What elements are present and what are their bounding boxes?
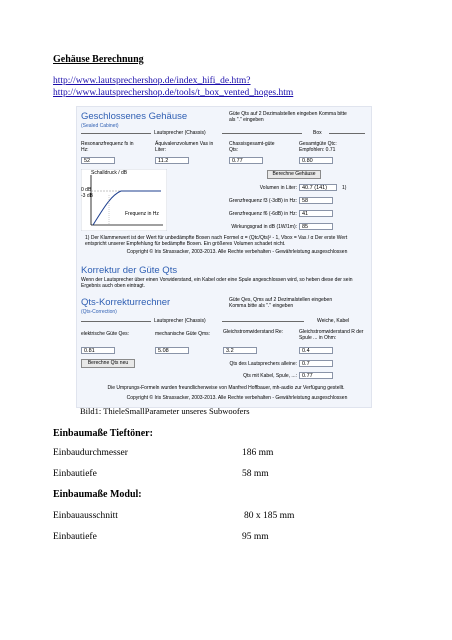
r-input[interactable]: 0.4 [299, 347, 333, 354]
document-title: Gehäuse Berechnung [53, 54, 144, 65]
re-input[interactable]: 3.2 [223, 347, 257, 354]
qts-speaker-rule-right [222, 321, 304, 322]
tweeter-row-value: 58 mm [242, 469, 269, 479]
closed-box-subtitle: (Sealed Cabinet) [81, 123, 119, 129]
frequency-response-graph [81, 169, 167, 231]
qts-alone-label: Qts des Lautsprechers alleine: [229, 361, 297, 367]
qms-input[interactable]: 5.08 [155, 347, 189, 354]
volume-label: Volumen in Liter: [259, 185, 297, 191]
efficiency-label: Wirkungsgrad in dB (1W/1m): [231, 224, 297, 230]
f6-label: Grenzfrequenz f6 (-6dB) in Hz: [228, 211, 297, 217]
source-link[interactable]: http://www.lautsprechershop.de/index_hifi_de.htm?http://www.lautsprechershop.de/tools/t_box_vented_hoges.htm [53, 76, 294, 98]
qms-label: mechanische Güte Qms: [155, 331, 211, 337]
module-row-value: 95 mm [242, 532, 269, 542]
f3-label: Grenzfrequenz f3 (-3dB) in Hz: [228, 198, 297, 204]
f6-output: 41 [299, 210, 333, 217]
closed-box-note: Güte Qts auf 2 Dezimalstellen eingeben Komma bitte als "." eingeben [229, 111, 347, 123]
qts-cable-label: Qts mit Kabel, Spule, ...: [243, 373, 297, 379]
graph-xlabel: Frequenz in Hz [125, 211, 159, 217]
tweeter-row-label: Einbautiefe [53, 469, 97, 479]
graph-0db-label: 0 dB [81, 187, 92, 193]
qts-calc-note: Güte Qes, Qms auf 2 Dezimalstellen eingeben Komma bitte als "." eingeben [229, 297, 333, 309]
vas-input[interactable]: 11.2 [155, 157, 189, 164]
qts-label: Chassisgesamt-güte Qts: [229, 141, 275, 153]
r-label: Gleichstromwiderstand R der Spule ... in Ohm: [299, 329, 364, 341]
fs-label: Resonanzfrequenz fs in Hz: [81, 141, 134, 153]
module-row-value: 80 x 185 mm [244, 511, 295, 521]
module-row-label: Einbautiefe [53, 532, 97, 542]
volume-footnote-ref: 1) [342, 185, 347, 191]
speaker-group-rule-right [222, 133, 302, 134]
qts-alone-output: 0.7 [299, 360, 333, 367]
speaker-group-label: Lautsprecher (Chassis) [154, 130, 206, 136]
graph-ylabel: Schalldruck / dB [91, 170, 128, 176]
qes-input[interactable]: 0.81 [81, 347, 115, 354]
correction-title: Korrektur der Güte Qts [81, 265, 178, 276]
calculator-figure [76, 106, 372, 408]
closed-box-title: Geschlossenes Gehäuse [81, 111, 188, 122]
box-group-label: Box [313, 130, 322, 136]
closed-box-footnote: 1) Der Klammerwert ist der Wert für unbedämpfte Boxen nach Formel α = (Qtc/Qts)² - 1, Vbox = Vas / α Der erste Wert entspricht unserer Empfehlung für bedämpfte Boxen. Ein größeres Volumen schadet nicht. [85, 235, 348, 247]
f3-output: 58 [299, 197, 333, 204]
qts-credit: Die Umprungs-Formeln wurden freundlicherweise von Manfred Hoffbauer, mh-audio zur Verfügung gestellt. [107, 385, 345, 391]
module-row-label: Einbauausschnitt [53, 511, 118, 521]
tweeter-row-label: Einbaudurchmesser [53, 448, 128, 458]
box-group-rule [329, 133, 365, 134]
qts-input[interactable]: 0.77 [229, 157, 263, 164]
graph-3db-label: -3 dB [81, 193, 93, 199]
vas-label: Äquivalenzvolumen Vas in Liter: [155, 141, 214, 153]
qts-calc-subtitle: (Qts-Correction) [81, 309, 117, 315]
speaker-group-rule-left [81, 133, 151, 134]
qts-speaker-rule-left [81, 321, 151, 322]
qts-copyright: Copyright © Iris Strassacker, 2003-2013. Alle Rechte verbehalten - Gewährleistung ausgeschlossen [126, 395, 348, 401]
efficiency-output: 85 [299, 223, 333, 230]
closed-box-copyright: Copyright © Iris Strassacker, 2003-2013. Alle Rechte verbehalten - Gewährleistung ausgeschlossen [126, 249, 348, 255]
volume-output: 40.7 (141) [299, 184, 337, 191]
calculate-box-button[interactable]: Berechne Gehäuse [267, 170, 321, 179]
qts-calc-title: Qts-Korrekturrechner [81, 297, 171, 308]
re-label: Gleichstromwiderstand Re: [223, 329, 284, 335]
qts-speaker-group-label: Lautsprecher (Chassis) [154, 318, 206, 324]
module-heading: Einbaumaße Modul: [53, 489, 142, 500]
correction-intro: Wenn der Lautsprecher über einen Vorwiderstand, ein Kabel oder eine Spule angeschlossen wird, so heben diese der sein Ergebnis auch oben eintragt. [81, 277, 353, 289]
figure-caption: Bild1: ThieleSmallParameter unseres Subwoofers [80, 406, 250, 416]
qts-cable-output: 0.77 [299, 372, 333, 379]
tweeter-row-value: 186 mm [242, 448, 274, 458]
recalculate-qts-button[interactable]: Berechne Qts neu [81, 359, 135, 368]
tweeter-heading: Einbaumaße Tieftöner: [53, 428, 153, 439]
cable-group-label: Weiche, Kabel [317, 318, 350, 324]
fs-input[interactable]: 52 [81, 157, 115, 164]
qtc-input[interactable]: 0.80 [299, 157, 333, 164]
qes-label: elektrische Güte Qes: [81, 331, 130, 337]
qtc-label: Gesamtgüte Qtc: Empfohlen: 0.71 [299, 141, 337, 153]
